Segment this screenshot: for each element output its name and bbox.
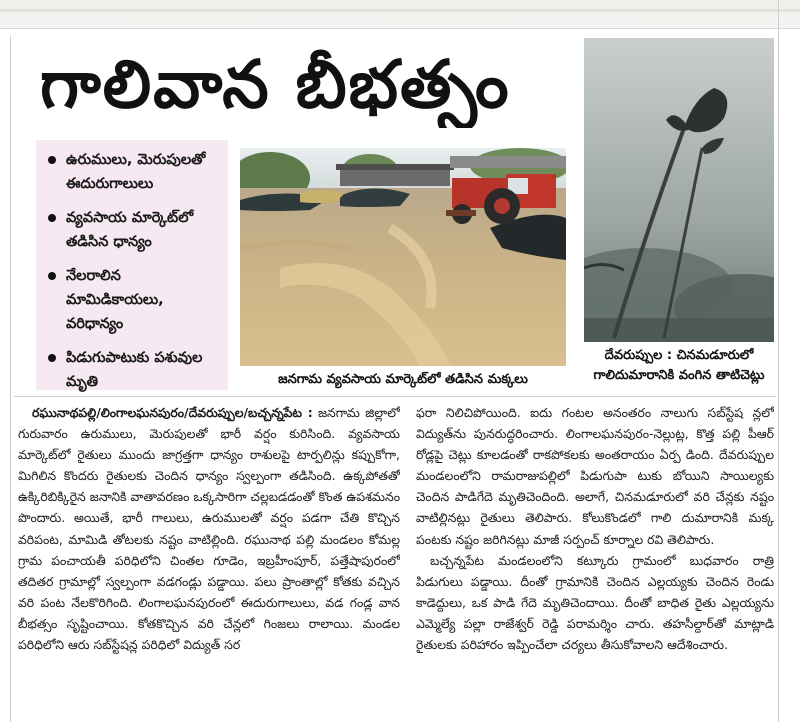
market-photo-image [240, 148, 566, 366]
highlight-item: వ్యవసాయ మార్కెట్‌లో తడిసిన ధాన్యం [46, 206, 220, 254]
storm-photo-image [584, 38, 774, 342]
storm-caption-line-2: గాలిదుమారానికి వంగిన తాటిచెట్లు [593, 368, 765, 383]
market-photo [240, 148, 566, 366]
highlights-box [36, 140, 228, 390]
page-top-strip [0, 0, 800, 29]
article-column-1 [18, 402, 400, 720]
storm-caption-line-1: దేవరుప్పుల : చినమడూరులో [604, 348, 754, 363]
section-divider [14, 396, 776, 397]
market-photo-caption: జనగామ వ్యవసాయ మార్కెట్‌లో తడిసిన మక్కలు [278, 372, 528, 387]
storm-photo-caption [584, 346, 774, 386]
highlight-item: ఉరుములు, మెరుపులతో ఈదురుగాలులు [46, 148, 220, 196]
article-headline: గాలివాన బీభత్సం [40, 46, 511, 123]
article-body-2: ఫరా నిలిచిపోయింది. ఐదు గంటల అనంతరం నాలుగు సబ్‌స్టేష న్లలో విద్యుత్‌ను పునరుద్ధరించారు. లింగాలఘనపురం-నెల్లుట్ల, కొత్త పల్లి పీఆర్ రోడ్లపై చెట్లు కూలడంతో రాకపోకలకు అంతరాయం ఏర్ప డింది. దేవరుప్పుల మండలంలోని రామరాజుపల్లిలో పిడుగుపా టుకు బోయిని సాయిల్యకు చెందిన పాడిగేదె మృతిచెందింది. అలాగే, చినమడూరులో వరి చేన్లకు నష్టం వాటిల్లినట్లు రైతులు తెలిపారు. కోలుకొండలో గాలి దుమారానికి మక్క పంటకు నష్టం జరిగినట్లు మాజీ సర్పంచ్ కూర్నాల రవి తెలిపారు. [416, 405, 774, 547]
column-divider-right [778, 0, 779, 722]
article-column-2 [416, 402, 774, 720]
article-body-1: జనగామ జిల్లాలో గురువారం ఉరుములు, మెరుపులతో భారీ వర్షం కురిసింది. వ్యవసాయ మార్కెట్‌లో రైతులు ముందు జాగ్రత్తగా ధాన్యం రాశులపై టార్పలిన్లు కప్పుకోగా, మిగిలిన కొందరు రైతులకు చెందిన ధాన్యం స్వల్పంగా తడిసింది. ఉక్కపోతతో ఉక్కిరిబిక్కిరైన జనానికి వాతావరణం ఒక్కసారిగా చల్లబడడంతో కొంత ఉపశమనం పొందారు. అయితే, భారీ గాలులు, ఉరుములతో వర్షం పడగా చేతి కొచ్చిన వరిపంట, మామిడి తోటలకు నష్టం వాటిల్లింది. రఘునాథ పల్లి మండలం కోమల్ల గ్రామ పంచాయతీ పరిధిలోని చింతల గూడెం, ఇబ్రహీంపూర్, పత్తేషాపురంలో తదితర గ్రామాల్లో స్వల్పంగా వడగండ్లు పడ్డాయి. పలు ప్రాంతాల్లో కోతకు వచ్చిన వరి పంట నేలకొరిగింది. లింగాలఘనపురంలో ఈదురుగాలులు, వడ గండ్ల వాన బీభత్సం సృష్టించాయి. కోతకొచ్చిన వరి చేన్లలో గింజలు రాలాయి. మండల పరిధిలోని ఆరు సబ్‌స్టేషన్ల పరిధిలో విద్యుత్ సర [18, 405, 400, 653]
article-dateline: రఘునాథపల్లి/లింగాలఘనపురం/దేవరుప్పుల/బచ్చన్నపేట : [32, 405, 313, 420]
highlight-item: పిడుగుపాటుకు పశువుల మృతి [46, 346, 220, 394]
highlight-item: నేలరాలిన మామిడికాయలు, వరిధాన్యం [46, 264, 220, 336]
column-divider-left [10, 36, 11, 722]
article-body-3: బచ్చన్నపేట మండలంలోని కట్కూరు గ్రామంలో బుధవారం రాత్రి పిడుగులు పడ్డాయి. దీంతో గ్రామానికి చెందిన ఎల్లయ్యకు చెందిన రెండు కాడెద్దులు, ఒక పాడి గేదె మృతిచెందాయి. దీంతో బాధిత రైతు ఎల్లయ్యను ఎమ్మెల్యే పల్లా రాజేశ్వర్ రెడ్డి పరామర్శిం చారు. తహసీల్దార్‌తో మాట్లాడి రైతులకు పరిహారం ఇప్పించేలా చర్యలు తీసుకోవాలని ఆదేశించారు. [416, 552, 774, 653]
storm-photo [584, 38, 774, 342]
